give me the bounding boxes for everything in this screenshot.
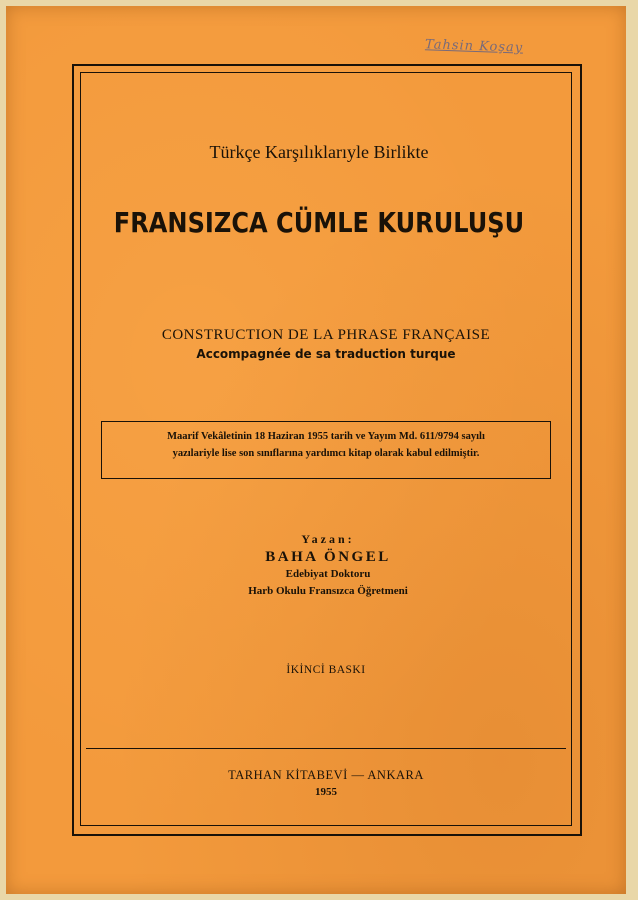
author-label: Yazan: [301,532,355,546]
author-position: Harb Okulu Fransızca Öğretmeni [248,585,408,597]
author-degree: Edebiyat Doktoru [285,568,371,580]
book-title: FRANSIZCA CÜMLE KURULUŞU [113,206,525,239]
author-name: BAHA ÖNGEL [265,549,391,565]
approval-notice-line-1: Maarif Vekâletinin 18 Haziran 1955 tarih ve Yayım Md. 611/9794 sayılı [167,431,485,442]
handwritten-note: Tahsin Koşay [424,37,524,56]
series-line: Türkçe Karşılıklarıyle Birlikte [209,142,429,162]
french-title: CONSTRUCTION DE LA PHRASE FRANÇAISE [161,327,491,343]
approval-notice-box [101,421,551,479]
french-subtitle: Accompagnée de sa traduction turque [196,347,456,361]
publisher-name: TARHAN KİTABEVİ — ANKARA [228,768,424,782]
publication-year: 1955 [315,786,337,798]
footer-divider [86,748,566,749]
approval-notice-line-2: yazılariyle lise son sınıflarına yardımcı kitap olarak kabul edilmiştir. [172,448,480,459]
edition-label: İKİNCİ BASKI [286,664,366,676]
